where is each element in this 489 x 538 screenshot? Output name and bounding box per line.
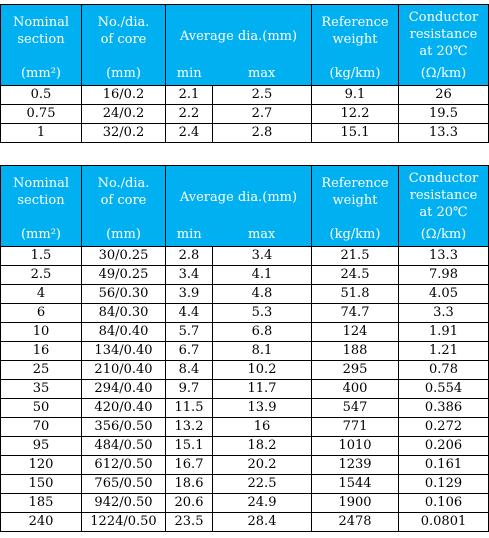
- header-nominal-section: Nominal section (mm²): [1, 166, 82, 247]
- cell-core: 210/0.40: [82, 361, 166, 380]
- cell-resistance: 0.78: [399, 361, 489, 380]
- cell-resistance: 0.161: [399, 456, 489, 475]
- cell-weight: 15.1: [312, 124, 399, 143]
- table-row: [1, 124, 489, 143]
- cell-avg-max: 3.4: [213, 247, 312, 266]
- cell-nominal-section: 25: [1, 361, 82, 380]
- cell-resistance: 0.554: [399, 380, 489, 399]
- cell-nominal-section: 35: [1, 380, 82, 399]
- cell-avg-min: 3.9: [166, 285, 213, 304]
- cell-avg-max: 24.9: [213, 494, 312, 513]
- cell-core: 32/0.2: [82, 124, 166, 143]
- cell-resistance: 0.272: [399, 418, 489, 437]
- cell-resistance: 19.5: [399, 105, 489, 124]
- header-resistance: Conductor resistance at 20℃ (Ω/km): [399, 5, 489, 86]
- cell-avg-max: 20.2: [213, 456, 312, 475]
- header-average-diameter: Average dia.(mm) min max: [166, 5, 312, 86]
- cell-avg-min: 15.1: [166, 437, 213, 456]
- table-row: [1, 304, 489, 323]
- table-row: [1, 105, 489, 124]
- cell-weight: 188: [312, 342, 399, 361]
- table-row: [1, 361, 489, 380]
- cell-avg-min: 2.8: [166, 247, 213, 266]
- cell-core: 420/0.40: [82, 399, 166, 418]
- cell-core: 356/0.50: [82, 418, 166, 437]
- cell-avg-min: 23.5: [166, 513, 213, 532]
- cell-avg-min: 2.4: [166, 124, 213, 143]
- table-row: [1, 513, 489, 532]
- cell-avg-min: 2.2: [166, 105, 213, 124]
- cell-weight: 771: [312, 418, 399, 437]
- table-row: [1, 399, 489, 418]
- header-weight: Reference weight (kg/km): [312, 166, 399, 247]
- cell-avg-max: 2.5: [213, 86, 312, 105]
- header-avg-min: min: [176, 227, 202, 242]
- spec-table-small-sections: [0, 4, 489, 143]
- cell-avg-min: 5.7: [166, 323, 213, 342]
- cell-weight: 21.5: [312, 247, 399, 266]
- header-weight-unit: (kg/km): [329, 227, 381, 242]
- cell-avg-max: 6.8: [213, 323, 312, 342]
- cell-weight: 74.7: [312, 304, 399, 323]
- cell-avg-max: 4.1: [213, 266, 312, 285]
- cell-avg-max: 22.5: [213, 475, 312, 494]
- cell-nominal-section: 1: [1, 124, 82, 143]
- header-nominal-section: Nominal section (mm²): [1, 5, 82, 86]
- cell-avg-min: 4.4: [166, 304, 213, 323]
- header-weight-unit: (kg/km): [329, 66, 381, 81]
- cell-avg-max: 10.2: [213, 361, 312, 380]
- table-row: [1, 437, 489, 456]
- cell-resistance: 0.0801: [399, 513, 489, 532]
- cell-resistance: 3.3: [399, 304, 489, 323]
- cell-avg-min: 18.6: [166, 475, 213, 494]
- cell-resistance: 0.386: [399, 399, 489, 418]
- header-core-unit: (mm): [106, 227, 141, 242]
- header-avg-max: max: [247, 227, 276, 242]
- cell-weight: 9.1: [312, 86, 399, 105]
- cell-nominal-section: 0.75: [1, 105, 82, 124]
- table-row: [1, 380, 489, 399]
- cell-weight: 124: [312, 323, 399, 342]
- cell-weight: 51.8: [312, 285, 399, 304]
- header-average-diameter: Average dia.(mm) min max: [166, 166, 312, 247]
- cell-core: 294/0.40: [82, 380, 166, 399]
- cell-weight: 400: [312, 380, 399, 399]
- cell-resistance: 1.91: [399, 323, 489, 342]
- table-row: [1, 342, 489, 361]
- cell-avg-max: 13.9: [213, 399, 312, 418]
- table-header-row: [1, 5, 489, 86]
- cell-avg-max: 11.7: [213, 380, 312, 399]
- cell-weight: 24.5: [312, 266, 399, 285]
- header-nominal-unit: (mm²): [20, 66, 61, 81]
- cell-avg-min: 6.7: [166, 342, 213, 361]
- cell-weight: 547: [312, 399, 399, 418]
- cell-avg-min: 11.5: [166, 399, 213, 418]
- cell-resistance: 0.129: [399, 475, 489, 494]
- cell-nominal-section: 6: [1, 304, 82, 323]
- cell-resistance: 26: [399, 86, 489, 105]
- cell-core: 612/0.50: [82, 456, 166, 475]
- cell-avg-max: 2.7: [213, 105, 312, 124]
- table-row: [1, 247, 489, 266]
- header-weight: Reference weight (kg/km): [312, 5, 399, 86]
- header-resistance: Conductor resistance at 20℃ (Ω/km): [399, 166, 489, 247]
- cell-nominal-section: 70: [1, 418, 82, 437]
- cell-core: 942/0.50: [82, 494, 166, 513]
- cell-nominal-section: 16: [1, 342, 82, 361]
- cell-core: 24/0.2: [82, 105, 166, 124]
- cell-resistance: 13.3: [399, 247, 489, 266]
- table-row: [1, 285, 489, 304]
- header-core: No./dia. of core (mm): [82, 166, 166, 247]
- table-row: [1, 475, 489, 494]
- header-avg-max: max: [247, 66, 276, 81]
- cell-avg-max: 5.3: [213, 304, 312, 323]
- cell-avg-min: 2.1: [166, 86, 213, 105]
- cell-nominal-section: 120: [1, 456, 82, 475]
- table-row: [1, 456, 489, 475]
- cell-avg-min: 16.7: [166, 456, 213, 475]
- cell-resistance: 0.106: [399, 494, 489, 513]
- table-row: [1, 266, 489, 285]
- cell-nominal-section: 2.5: [1, 266, 82, 285]
- cell-nominal-section: 0.5: [1, 86, 82, 105]
- header-avg-min: min: [176, 66, 202, 81]
- cell-avg-max: 4.8: [213, 285, 312, 304]
- cell-avg-max: 18.2: [213, 437, 312, 456]
- cell-weight: 12.2: [312, 105, 399, 124]
- cell-core: 16/0.2: [82, 86, 166, 105]
- cell-avg-max: 16: [213, 418, 312, 437]
- cell-weight: 1544: [312, 475, 399, 494]
- cell-nominal-section: 240: [1, 513, 82, 532]
- cell-weight: 295: [312, 361, 399, 380]
- cell-core: 1224/0.50: [82, 513, 166, 532]
- header-nominal-unit: (mm²): [20, 227, 61, 242]
- table-row: [1, 494, 489, 513]
- cell-weight: 1010: [312, 437, 399, 456]
- cell-weight: 1239: [312, 456, 399, 475]
- cell-resistance: 0.206: [399, 437, 489, 456]
- cell-core: 484/0.50: [82, 437, 166, 456]
- cell-nominal-section: 4: [1, 285, 82, 304]
- cell-nominal-section: 50: [1, 399, 82, 418]
- cell-resistance: 1.21: [399, 342, 489, 361]
- cell-nominal-section: 1.5: [1, 247, 82, 266]
- cell-avg-min: 3.4: [166, 266, 213, 285]
- cell-avg-max: 8.1: [213, 342, 312, 361]
- cell-nominal-section: 185: [1, 494, 82, 513]
- cell-weight: 2478: [312, 513, 399, 532]
- cell-avg-min: 13.2: [166, 418, 213, 437]
- cell-resistance: 4.05: [399, 285, 489, 304]
- header-core: No./dia. of core (mm): [82, 5, 166, 86]
- cell-core: 30/0.25: [82, 247, 166, 266]
- cell-avg-max: 28.4: [213, 513, 312, 532]
- cell-core: 84/0.40: [82, 323, 166, 342]
- cell-core: 49/0.25: [82, 266, 166, 285]
- cell-resistance: 7.98: [399, 266, 489, 285]
- cell-avg-min: 9.7: [166, 380, 213, 399]
- cell-avg-min: 20.6: [166, 494, 213, 513]
- table-row: [1, 323, 489, 342]
- table-header-row: [1, 166, 489, 247]
- header-resistance-unit: (Ω/km): [420, 66, 467, 81]
- table-row: [1, 418, 489, 437]
- cell-core: 765/0.50: [82, 475, 166, 494]
- cell-core: 56/0.30: [82, 285, 166, 304]
- cell-nominal-section: 150: [1, 475, 82, 494]
- cell-weight: 1900: [312, 494, 399, 513]
- cell-resistance: 13.3: [399, 124, 489, 143]
- cell-avg-min: 8.4: [166, 361, 213, 380]
- cell-core: 84/0.30: [82, 304, 166, 323]
- header-resistance-unit: (Ω/km): [420, 227, 467, 242]
- cell-nominal-section: 95: [1, 437, 82, 456]
- header-core-unit: (mm): [106, 66, 141, 81]
- spec-table-large-sections: [0, 165, 489, 532]
- cell-core: 134/0.40: [82, 342, 166, 361]
- cell-nominal-section: 10: [1, 323, 82, 342]
- table-row: [1, 86, 489, 105]
- cell-avg-max: 2.8: [213, 124, 312, 143]
